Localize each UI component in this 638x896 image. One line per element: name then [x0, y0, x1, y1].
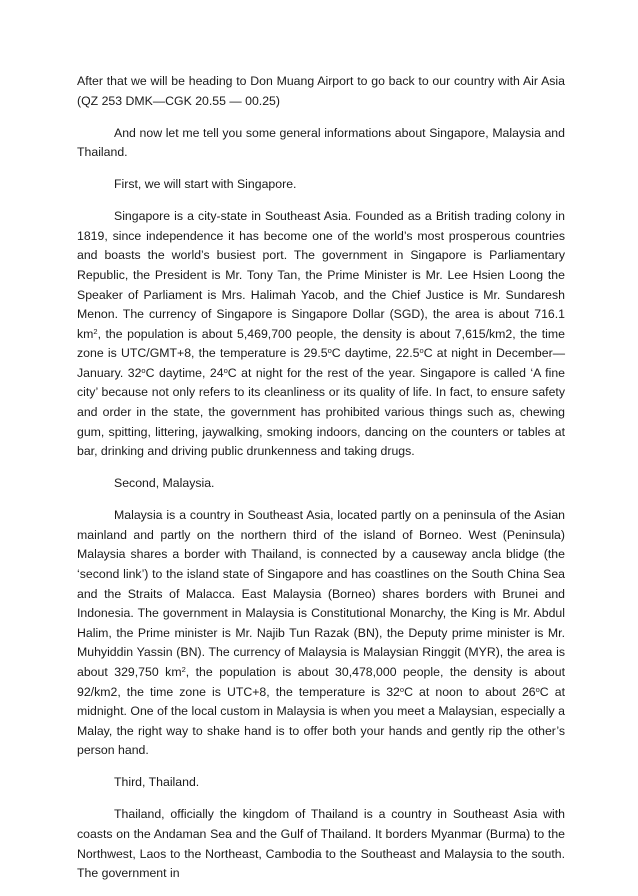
superscript-text: o [223, 365, 228, 375]
superscript-text: o [399, 684, 405, 694]
paragraph [77, 175, 565, 195]
text-run: Second, Malaysia. [114, 476, 215, 491]
superscript-text: o [535, 684, 540, 694]
text-run: After that we will be heading to Don Muang Airport to go back to our country with Air Asia (QZ 253 DMK—CGK 20.55 — 00.25) [77, 74, 565, 108]
text-run: Third, Thailand. [114, 775, 200, 790]
text-run: And now let me tell you some general informations about Singapore, Malaysia and Thailand. [77, 125, 565, 160]
text-run: Malaysia is a country in Southeast Asia, located partly on a peninsula of the Asian mainland and partly on the northern third of the island of Borneo. West (Peninsula) Malaysia shares a border with Thailand, is connected by a causeway ancla blidge (the ‘second link’) to the island state of Singapore and has coastlines on the South China Sea and the Straits of Malacca. East Malaysia (Borneo) shares borders with Brunei and Indonesia. The government in Malaysia is Constitutional Monarchy, the King is Mr. Abdul Halim, the Prime minister is Mr. Najib Tun Razak (BN), the Deputy prime minister is Mr. Muhyiddin Yassin (BN). The currency of Malaysia is Malaysian Ringgit (MYR), the area is about 329,750 km [77, 508, 565, 679]
text-run: First, we will start with Singapore. [114, 177, 297, 192]
paragraph [77, 805, 565, 883]
paragraph [77, 506, 565, 761]
superscript-text: o [141, 365, 146, 375]
text-run: Thailand, officially the kingdom of Thailand is a country in Southeast Asia with coasts on the Andaman Sea and the Gulf of Thailand. It borders Myanmar (Burma) to the Northwest, Laos to the Northeast, Cambodia to the Southeast and Malaysia to the south. The government in [77, 807, 565, 881]
paragraph [77, 207, 565, 462]
paragraph [77, 72, 565, 111]
text-run: C at midnight. One of the local custom in Malaysia is when you meet a Malaysian, especially a Malay, the right way to shake hand is to offer both your hands and gently rip the other’s person hand. [77, 684, 566, 758]
paragraph [77, 773, 565, 793]
text-run: C at night for the rest of the year. Singapore is called ‘A fine city’ because not only refers to its cleanliness or its quality of life. In fact, to ensure safety and order in the state, the government has prohibited various things such as, chewing gum, spitting, littering, jaywalking, smoking indoors, dancing on the counters or tables at bar, drinking and driving public drunkenness and taking drugs. [77, 365, 565, 459]
text-run: , the population is about 5,469,700 people, the density is about 7,615/km2, the time zone is UTC/GMT+8, the temperature is 29.5 [77, 326, 565, 361]
text-run: C at noon to about 26 [404, 684, 536, 699]
paragraph [77, 474, 565, 494]
text-run: , the population is about 30,478,000 people, the density is about 92/km2, the time zone is UTC+8, the temperature is 32 [77, 664, 565, 699]
text-run: C daytime, 22.5 [331, 346, 420, 361]
text-run: C at night in December—January. 32 [77, 346, 566, 380]
paragraph [77, 124, 565, 163]
text-run: C daytime, 24 [145, 365, 224, 380]
superscript-text: 2 [181, 664, 186, 674]
text-run: Singapore is a city-state in Southeast Asia. Founded as a British trading colony in 1819, since independence it has become one of the world’s most prosperous countries and boasts the world’s busiest port. The government in Singapore is Parliamentary Republic, the President is Mr. Tony Tan, the Prime Minister is Mr. Lee Hsien Loong the Speaker of Parliament is Mrs. Halimah Yacob, and the Chief Justice is Mr. Sundaresh Menon. The currency of Singapore is Singapore Dollar (SGD), the area is about 716.1 km [77, 209, 565, 341]
document-body [77, 72, 565, 896]
superscript-text: o [327, 346, 332, 356]
superscript-text: o [419, 346, 424, 356]
superscript-text: 2 [93, 326, 98, 336]
